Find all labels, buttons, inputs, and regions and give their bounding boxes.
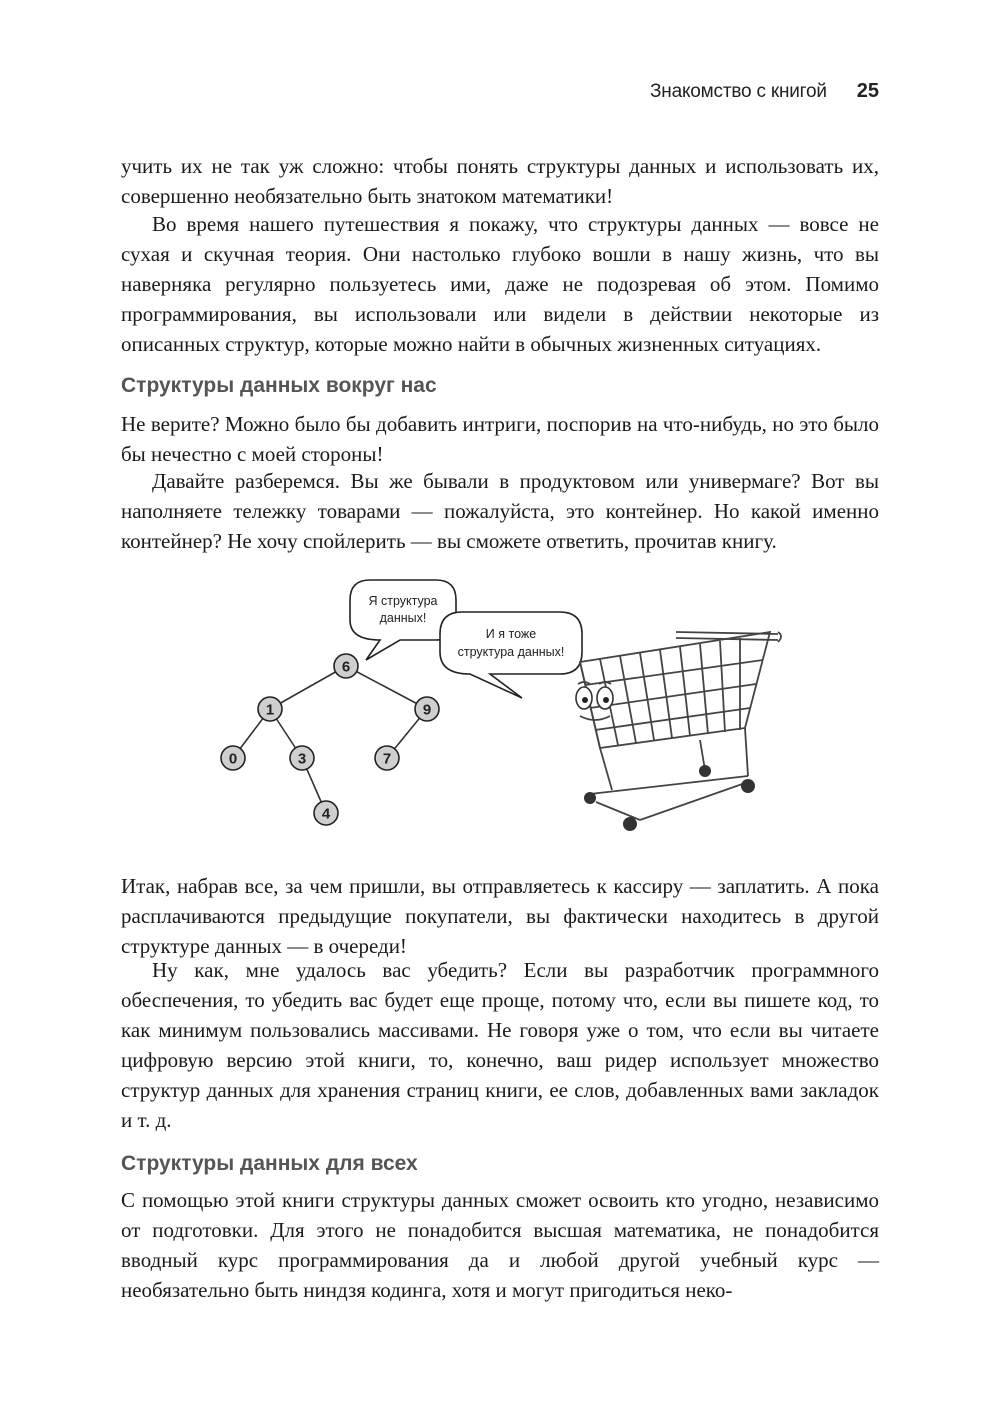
tree-node-right <box>415 697 439 721</box>
tree-node-left-left <box>221 746 245 770</box>
tree-node-right-label: 9 <box>422 701 432 719</box>
paragraph-5: Итак, набрав все, за чем пришли, вы отправляетесь к кассиру — заплатить. А пока расплачиваются предыдущие покупатели, вы фактически находитесь в другой структуре данных — в очереди! <box>121 874 879 958</box>
tree-edges <box>233 666 427 813</box>
page-number: 25 <box>856 80 879 102</box>
tree-bubble-line2: данных! <box>379 611 427 625</box>
figure-tree-and-cart <box>200 570 800 840</box>
tree-node-left-right <box>290 746 314 770</box>
tree-node-right-left-label: 7 <box>382 750 392 768</box>
figure-svg <box>200 570 800 840</box>
cart-bubble-line2: структура данных! <box>457 645 565 659</box>
cart-speech-bubble <box>440 612 582 698</box>
section-heading-for-everyone: Структуры данных для всех <box>121 1152 418 1175</box>
tree-node-left-label: 1 <box>265 701 275 719</box>
tree-node-left-left-label: 0 <box>228 750 238 768</box>
tree-node-left-right-right <box>314 801 338 825</box>
paragraph-6: Ну как, мне удалось вас убедить? Если вы разработчик программного обеспечения, то убедить вас будет еще проще, потому что, если вы пишете код, то как минимум пользовались массивами. Не говоря уже о том, что если вы читаете цифровую версию этой книги, то, конечно, ваш ридер использует множество структур данных для хранения страниц книги, ее слов, добавленных вами закладок и т. д. <box>121 958 879 1132</box>
tree-node-right-left <box>375 746 399 770</box>
paragraph-7: С помощью этой книги структуры данных сможет освоить кто угодно, независимо от подготовки. Для этого не понадобится высшая математика, не понадобится вводный курс программирования да и любой другой учебный курс — необязательно быть ниндзя кодинга, хотя и могут пригодиться неко- <box>121 1188 879 1302</box>
paragraph-3: Не верите? Можно было бы добавить интриги, поспорив на что-нибудь, но это было бы нечестно с моей стороны! <box>121 412 879 466</box>
tree-node-left-right-right-label: 4 <box>321 805 331 823</box>
tree-node-left <box>258 697 282 721</box>
cart-wheels <box>584 765 755 831</box>
running-header <box>121 80 879 110</box>
paragraph-1: учить их не так уж сложно: чтобы понять структуры данных и использовать их, совершенно необязательно быть знатоком математики! <box>121 154 879 208</box>
paragraph-4: Давайте разберемся. Вы же бывали в продуктовом или универмаге? Вот вы наполняете тележку товарами — пожалуйста, это контейнер. Но какой именно контейнер? Не хочу спойлерить — вы сможете ответить, прочитав книгу. <box>121 469 879 553</box>
running-title: Знакомство с книгой <box>650 81 827 102</box>
tree-node-left-right-label: 3 <box>297 750 307 768</box>
tree-node-root-label: 6 <box>341 658 351 676</box>
paragraph-2: Во время нашего путешествия я покажу, что структуры данных — вовсе не сухая и скучная теория. Они настолько глубоко вошли в нашу жизнь, что вы наверняка регулярно пользуетесь ими, даже не подозревая об этом. Помимо программирования, вы использовали или видели в действии некоторые из описанных структур, которые можно найти в обычных жизненных ситуациях. <box>121 212 879 356</box>
tree-node-root <box>334 654 358 678</box>
tree-bubble-line1: Я структура <box>368 594 438 608</box>
section-heading-around-us: Структуры данных вокруг нас <box>121 374 437 397</box>
cart-bubble-line1: И я тоже <box>485 627 537 641</box>
